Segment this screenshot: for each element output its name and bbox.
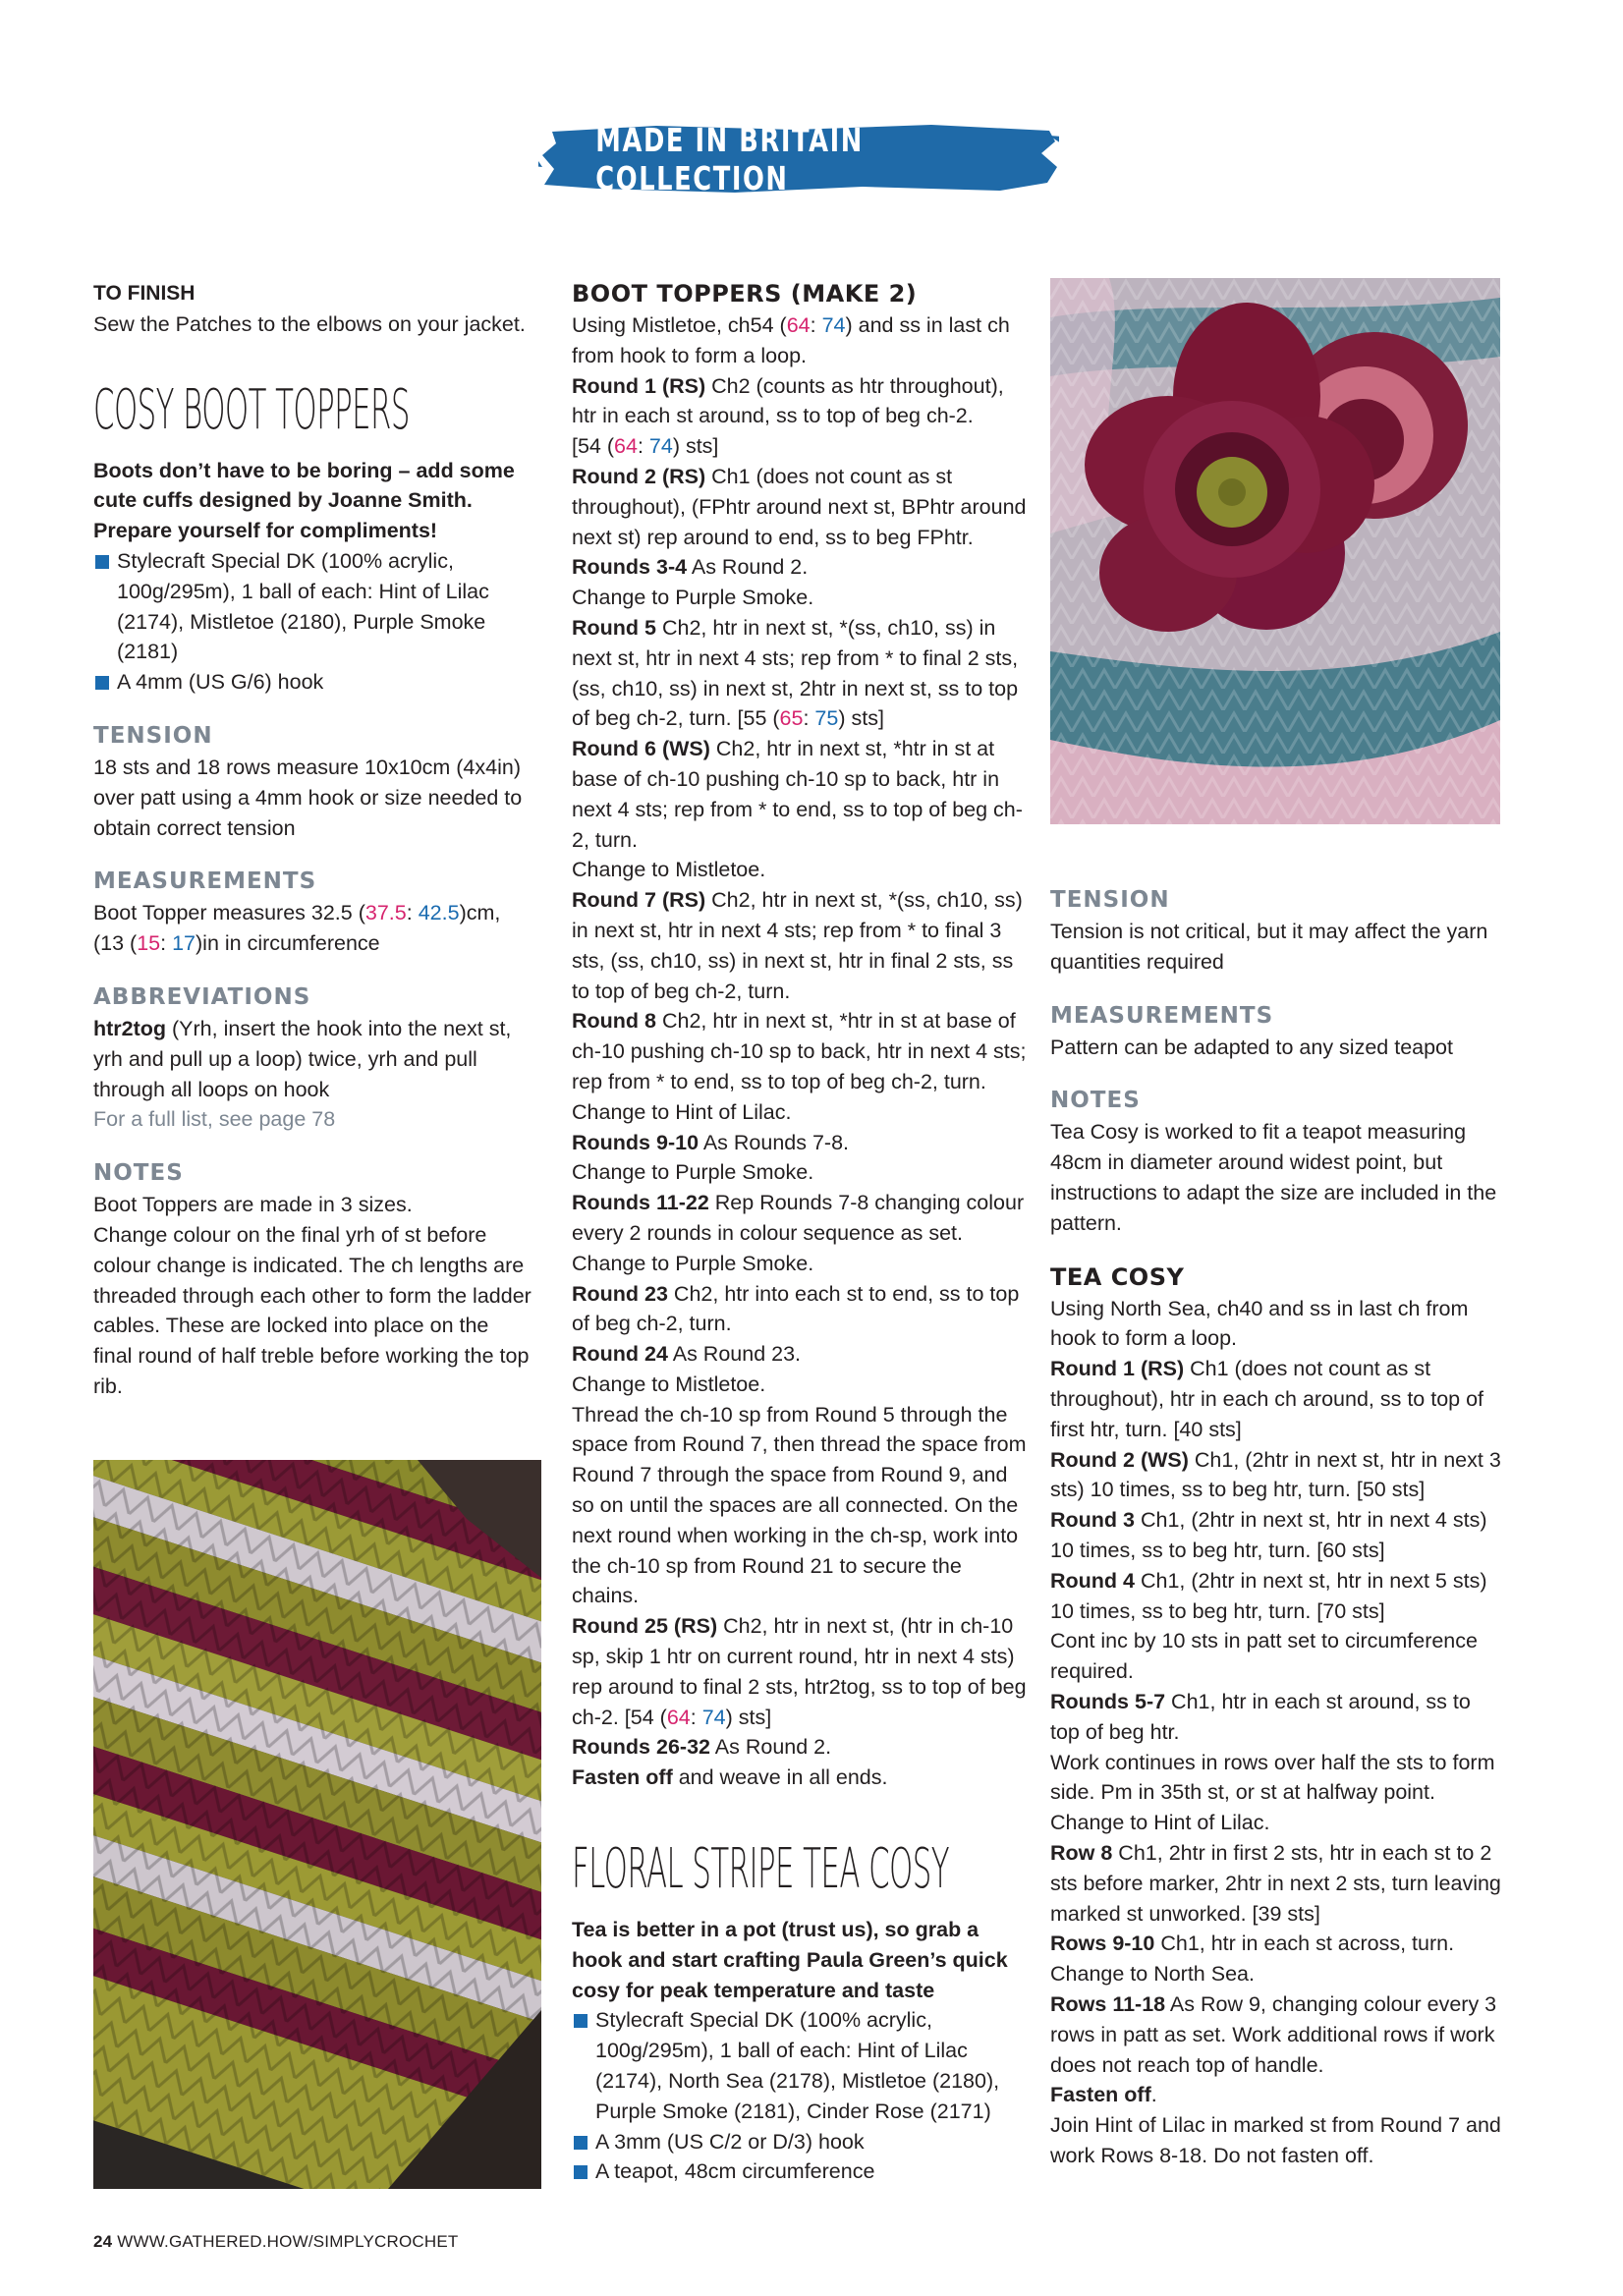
colour-change: Change to Hint of Lilac. <box>572 1099 792 1124</box>
notes-text: Boot Toppers are made in 3 sizes. <box>93 1193 413 1217</box>
colour-change: Change to Mistletoe. <box>572 1372 766 1396</box>
pattern-step: Round 7 (RS) Ch2, htr in next st, *(ss, ch10, ss) in next st, htr in next 4 sts; rep from * to final 3 sts, (ss, ch10, ss) in next st, htr in final 2 sts, ss to top of beg ch-2, turn. <box>572 888 1023 1003</box>
measurements-heading: MEASUREMENTS <box>1050 1002 1274 1029</box>
material-item: Stylecraft Special DK (100% acrylic, 100g/295m), 1 ball of each: Hint of Lilac (2174), North Sea (2178), Mistletoe (2180), Purple Smoke (2181), Cinder Rose (2171) <box>572 2005 1028 2126</box>
measurements-text: Pattern can be adapted to any sized teapot <box>1050 1035 1453 1059</box>
bullet-square-icon <box>574 2014 588 2028</box>
column-middle <box>572 279 1028 2187</box>
column-right <box>1050 885 1502 2171</box>
pattern-step: Round 1 (RS) Ch2 (counts as htr throughout), htr in each st around, ss to top of beg ch-2. <box>572 373 1004 428</box>
pattern-step: Fasten off and weave in all ends. <box>572 1765 888 1790</box>
tea-cosy-title: FLORAL STRIPE TEA COSY <box>572 1837 950 1902</box>
pattern-step: Rows 9-10 Ch1, htr in each st across, turn. <box>1050 1932 1455 1956</box>
tension-heading: TENSION <box>1050 887 1170 913</box>
pattern-step: Round 23 Ch2, htr into each st to end, ss to top of beg ch-2, turn. <box>572 1281 1020 1336</box>
tea-cosy-intro: Tea is better in a pot (trust us), so grab a hook and start crafting Paula Green’s quick cosy for peak temperature and taste <box>572 1918 1008 2002</box>
material-item: A teapot, 48cm circumference <box>572 2156 1028 2187</box>
bullet-square-icon <box>95 555 109 569</box>
material-item: Stylecraft Special DK (100% acrylic, 100g/295m), 1 ball of each: Hint of Lilac (2174), Mistletoe (2180), Purple Smoke (2181) <box>93 546 532 667</box>
measurements-heading: MEASUREMENTS <box>93 868 317 895</box>
pattern-step: Rounds 5-7 Ch1, htr in each st around, ss to top of beg htr. <box>1050 1689 1471 1744</box>
notes-text: Change colour on the final yrh of st before colour change is indicated. The ch lengths are threaded through each other to form the ladder cables. These are locked into place on the final round of half treble before working the top rib. <box>93 1222 532 1398</box>
notes-text: Tea Cosy is worked to fit a teapot measuring 48cm in diameter around widest point, but instructions to adapt the size are included in the pattern. <box>1050 1120 1497 1235</box>
pattern-step: Using North Sea, ch40 and ss in last ch from hook to form a loop. <box>1050 1296 1469 1351</box>
stitch-count: [54 (64: 74) sts] <box>572 434 719 459</box>
tension-heading: TENSION <box>93 722 213 749</box>
pattern-step: Using Mistletoe, ch54 (64: 74) and ss in last ch from hook to form a loop. <box>572 313 1010 367</box>
boot-toppers-title: COSY BOOT TOPPERS <box>93 377 410 442</box>
material-item: A 3mm (US C/2 or D/3) hook <box>572 2127 1028 2157</box>
colour-change: Change to North Sea. <box>1050 1962 1255 1987</box>
bullet-square-icon <box>574 2165 588 2179</box>
pattern-step: Round 2 (WS) Ch1, (2htr in next st, htr in next 3 sts) 10 times, ss to beg htr, turn. [50 sts] <box>1050 1447 1501 1502</box>
column-left <box>93 279 532 1402</box>
measurements-line: Boot Topper measures 32.5 (37.5: 42.5)cm, <box>93 901 501 925</box>
pattern-step: Round 6 (WS) Ch2, htr in next st, *htr in st at base of ch-10 pushing ch-10 sp to back, htr in next 4 sts; rep from * to end, ss to top of beg ch-2, turn. <box>572 737 1023 852</box>
pattern-step: Rows 11-18 As Row 9, changing colour every 3 rows in patt as set. Work additional rows if work does not reach top of handle. <box>1050 1991 1497 2077</box>
pattern-step: Round 24 As Round 23. <box>572 1342 802 1367</box>
page-number: 24 <box>93 2232 113 2251</box>
abbreviations-link[interactable]: For a full list, see page 78 <box>93 1107 336 1132</box>
bullet-square-icon <box>574 2136 588 2150</box>
footer-url[interactable]: WWW.GATHERED.HOW/SIMPLYCROCHET <box>117 2232 459 2251</box>
notes-heading: NOTES <box>1050 1088 1141 1114</box>
pattern-step: Round 3 Ch1, (2htr in next st, htr in next 4 sts) 10 times, ss to beg htr, turn. [60 sts] <box>1050 1508 1487 1562</box>
pattern-step: Work continues in rows over half the sts to form side. Pm in 35th st, or st at halfway point. <box>1050 1750 1495 1805</box>
notes-heading: NOTES <box>93 1160 184 1187</box>
boot-topper-photo <box>93 1460 541 2189</box>
colour-change: Change to Purple Smoke. <box>572 586 814 610</box>
collection-banner <box>538 122 1059 196</box>
pattern-step: Fasten off. <box>1050 2083 1157 2107</box>
colour-change: Change to Purple Smoke. <box>572 1160 814 1185</box>
tension-text: 18 sts and 18 rows measure 10x10cm (4x4in) over patt using a 4mm hook or size needed to obtain correct tension <box>93 755 523 840</box>
pattern-step: Rounds 26-32 As Round 2. <box>572 1735 832 1760</box>
measurements-line: (13 (15: 17)in in circumference <box>93 931 380 956</box>
colour-change: Change to Hint of Lilac. <box>1050 1811 1270 1835</box>
pattern-step: Join Hint of Lilac in marked st from Round 7 and work Rows 8-18. Do not fasten off. <box>1050 2113 1501 2167</box>
threading-instructions: Thread the ch-10 sp from Round 5 through the space from Round 7, then thread the space from Round 7 through the space from Round 9, and so on until the spaces are all connected. On the next round when working in the ch-sp, work into the ch-10 sp from Round 21 to secure the chains. <box>572 1402 1027 1608</box>
tension-text: Tension is not critical, but it may affect the yarn quantities required <box>1050 920 1488 974</box>
bullet-square-icon <box>95 676 109 690</box>
material-item: A 4mm (US G/6) hook <box>93 667 532 698</box>
pattern-step: Round 2 (RS) Ch1 (does not count as st throughout), (FPhtr around next st, BPhtr around next st) rep around to end, ss to beg FPhtr. <box>572 464 1027 549</box>
tea-cosy-photo <box>1050 278 1500 824</box>
page-footer <box>93 2232 459 2252</box>
banner-title: MADE IN BRITAIN COLLECTION <box>595 121 864 197</box>
pattern-step: Round 5 Ch2, htr in next st, *(ss, ch10, ss) in next st, htr in next 4 sts; rep from * to final 2 sts, (ss, ch10, ss) in next st, 2htr in next st, ss to top of beg ch-2, turn. [55 (65: 75) sts] <box>572 615 1019 731</box>
to-finish-heading: TO FINISH <box>93 282 196 305</box>
boot-toppers-pattern-heading: BOOT TOPPERS (MAKE 2) <box>572 280 918 308</box>
pattern-step: Cont inc by 10 sts in patt set to circumference required. <box>1050 1629 1478 1684</box>
tea-cosy-pattern-heading: TEA COSY <box>1050 1262 1185 1291</box>
boot-toppers-intro: Boots don’t have to be boring – add some cute cuffs designed by Joanne Smith. Prepare yourself for compliments! <box>93 458 515 543</box>
to-finish-text: Sew the Patches to the elbows on your jacket. <box>93 311 526 336</box>
pattern-step: Round 4 Ch1, (2htr in next st, htr in next 5 sts) 10 times, ss to beg htr, turn. [70 sts] <box>1050 1568 1487 1623</box>
pattern-step: Rounds 9-10 As Rounds 7-8. <box>572 1130 850 1154</box>
pattern-step: Round 1 (RS) Ch1 (does not count as st throughout), htr in each ch around, ss to top of first htr, turn. [40 sts] <box>1050 1357 1484 1441</box>
abbreviations-heading: ABBREVIATIONS <box>93 983 311 1010</box>
pattern-step: Rounds 3-4 As Round 2. <box>572 555 809 580</box>
pattern-step: Rounds 11-22 Rep Rounds 7-8 changing colour every 2 rounds in colour sequence as set. <box>572 1191 1025 1245</box>
pattern-step: Round 8 Ch2, htr in next st, *htr in st at base of ch-10 pushing ch-10 sp to back, htr in next 4 sts; rep from * to end, ss to top of beg ch-2, turn. <box>572 1009 1027 1093</box>
abbreviation-entry: htr2tog (Yrh, insert the hook into the next st, yrh and pull up a loop) twice, yrh and pull through all loops on hook <box>93 1016 512 1101</box>
colour-change: Change to Mistletoe. <box>572 858 766 882</box>
pattern-step: Round 25 (RS) Ch2, htr in next st, (htr in ch-10 sp, skip 1 htr on current round, htr in next 4 sts) rep around to final 2 sts, htr2tog, ss to top of beg ch-2. [54 (64: 74) sts] <box>572 1614 1027 1729</box>
colour-change: Change to Purple Smoke. <box>572 1251 814 1275</box>
pattern-step: Row 8 Ch1, 2htr in first 2 sts, htr in each st to 2 sts before marker, 2htr in next 2 sts, turn leaving marked st unworked. [39 sts] <box>1050 1840 1501 1926</box>
